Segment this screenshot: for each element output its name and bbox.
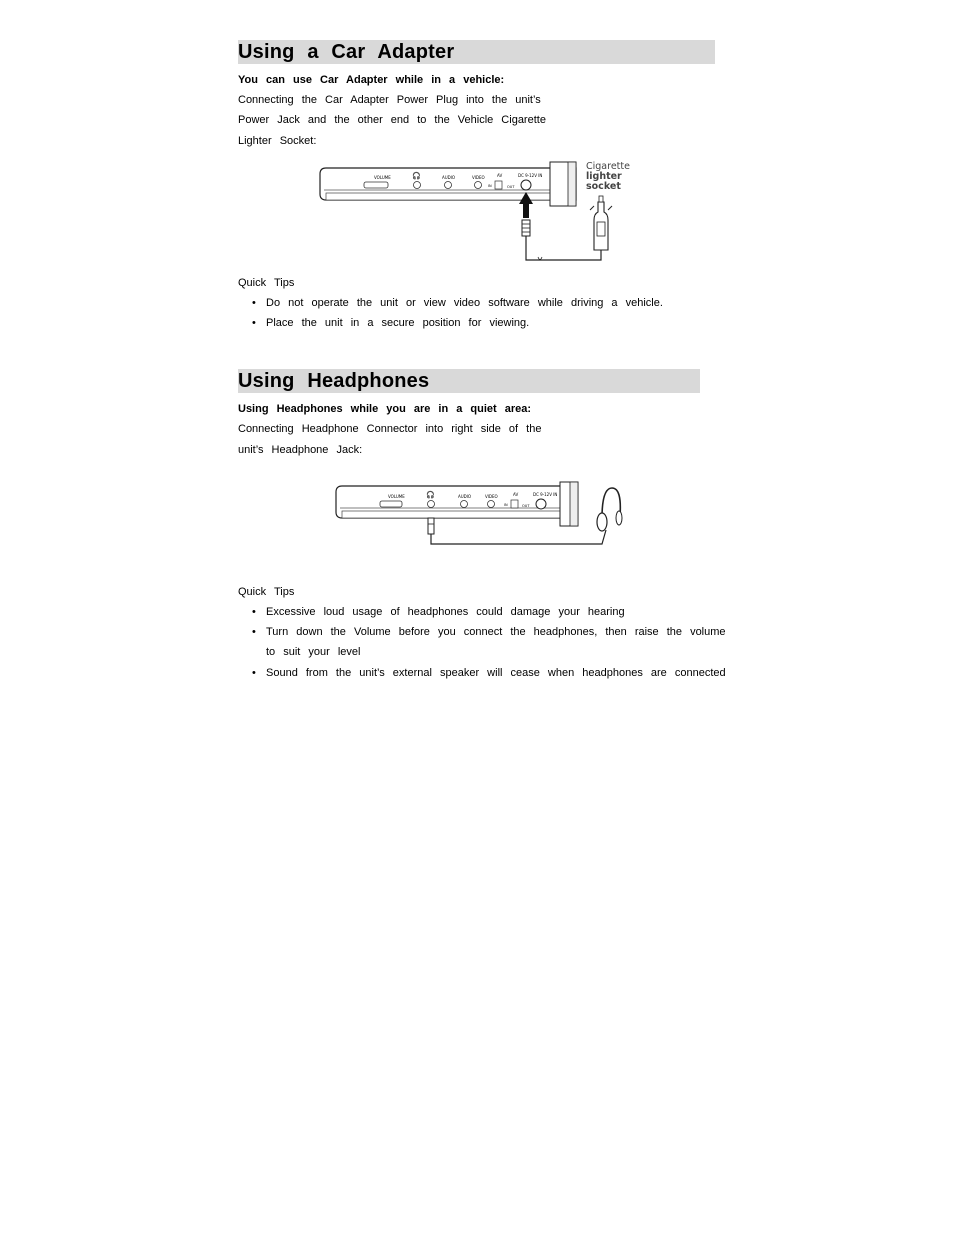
car-adapter-tips-heading: Quick Tips: [238, 277, 295, 289]
out-label: OUT: [507, 185, 515, 189]
car-adapter-intro: You can use Car Adapter while in a vehicle:: [238, 74, 505, 86]
bullet-dot: •: [252, 606, 256, 618]
in-label: IN: [504, 503, 508, 507]
headphones-para-line-2: unit’s Headphone Jack:: [238, 444, 363, 456]
volume-label: VOLUME: [388, 494, 405, 499]
headphones-figure: [334, 480, 634, 552]
headphones-tip: • Turn down the Volume before you connect the headphones, then raise the volume: [252, 626, 726, 638]
bullet-dot: •: [252, 297, 256, 309]
audio-label: AUDIO: [458, 494, 472, 499]
headphones-earcup: [597, 513, 607, 531]
headphones-tip: • Excessive loud usage of headphones could damage your hearing: [252, 606, 625, 618]
car-adapter-para-line-2: Power Jack and the other end to the Vehicle Cigarette: [238, 114, 546, 126]
bullet-dot: •: [252, 317, 256, 329]
headphones-tip: • Sound from the unit’s external speaker will cease when headphones are connected: [252, 667, 726, 679]
volume-label: VOLUME: [374, 175, 391, 180]
av-label: AV: [513, 492, 519, 497]
car-adapter-para-line-3: Lighter Socket:: [238, 135, 317, 147]
bullet-dot: •: [252, 626, 256, 638]
bullet-dot: •: [252, 667, 256, 679]
dc-label: DC 9-12V IN: [533, 492, 558, 497]
headphones-tip-continuation: to suit your level: [266, 646, 361, 658]
figure-label-lighter: lighter: [586, 171, 622, 182]
video-label: VIDEO: [485, 494, 498, 499]
car-adapter-tip: • Place the unit in a secure position for viewing.: [252, 317, 530, 329]
car-adapter-figure: [318, 158, 638, 268]
car-adapter-para-line-1: Connecting the Car Adapter Power Plug into the unit’s: [238, 94, 541, 106]
headphone-symbol: 🎧: [426, 492, 435, 499]
headphone-cable: [431, 530, 606, 544]
out-label: OUT: [522, 504, 530, 508]
adapter-cable: [526, 236, 601, 260]
figure-label-socket: socket: [586, 181, 621, 192]
audio-label: AUDIO: [442, 175, 456, 180]
headphones-para-line-1: Connecting Headphone Connector into right side of the: [238, 423, 542, 435]
headphones-tips-heading: Quick Tips: [238, 586, 295, 598]
car-adapter-heading: Using a Car Adapter: [238, 40, 715, 64]
figure-label-cigarette: Cigarette: [586, 161, 630, 172]
av-label: AV: [497, 173, 503, 178]
in-label: IN: [488, 184, 492, 188]
headphone-symbol: 🎧: [412, 173, 421, 180]
dc-label: DC 9-12V IN: [518, 173, 543, 178]
video-label: VIDEO: [472, 175, 485, 180]
headphones-intro: Using Headphones while you are in a quiet area:: [238, 403, 532, 415]
headphones-heading: Using Headphones: [238, 369, 700, 393]
car-adapter-tip: • Do not operate the unit or view video software while driving a vehicle.: [252, 297, 663, 309]
